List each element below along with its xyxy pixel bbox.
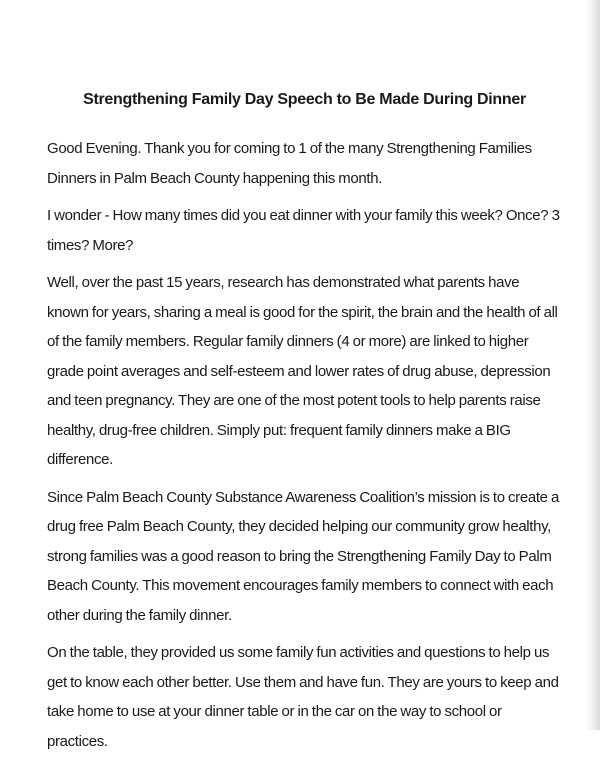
document-content [47,88,562,764]
document-title: Strengthening Family Day Speech to Be Made During Dinner [83,91,526,108]
paragraph-greeting: Good Evening. Thank you for coming to 1 of the many Strengthening Families Dinners in Palm Beach County happening this month. [47,140,532,187]
paragraph-table-activities: On the table, they provided us some family fun activities and questions to help us get to know each other better. Use them and have fun. They are yours to keep and take home to use at your dinner table or in the car on the way to school or practices. [47,644,559,750]
paragraph-question: I wonder - How many times did you eat dinner with your family this week? Once? 3 times? More? [47,207,560,254]
page-edge-shadow [586,0,600,730]
paragraph-coalition-mission: Since Palm Beach County Substance Awareness Coalition’s mission is to create a drug free Palm Beach County, they decided helping our community grow healthy, strong families was a good reason to bring the Strengthening Family Day to Palm Beach County. This movement encourages family members to connect with each other during the family dinner. [47,488,559,624]
paragraph-research: Well, over the past 15 years, research has demonstrated what parents have known for years, sharing a meal is good for the spirit, the brain and the health of all of the family members. Regular family dinners (4 or more) are linked to higher grade point averages and self-esteem and lower rates of drug abuse, depression and teen pregnancy. They are one of the most potent tools to help parents raise healthy, drug-free children. Simply put: frequent family dinners make a BIG difference. [47,274,558,468]
